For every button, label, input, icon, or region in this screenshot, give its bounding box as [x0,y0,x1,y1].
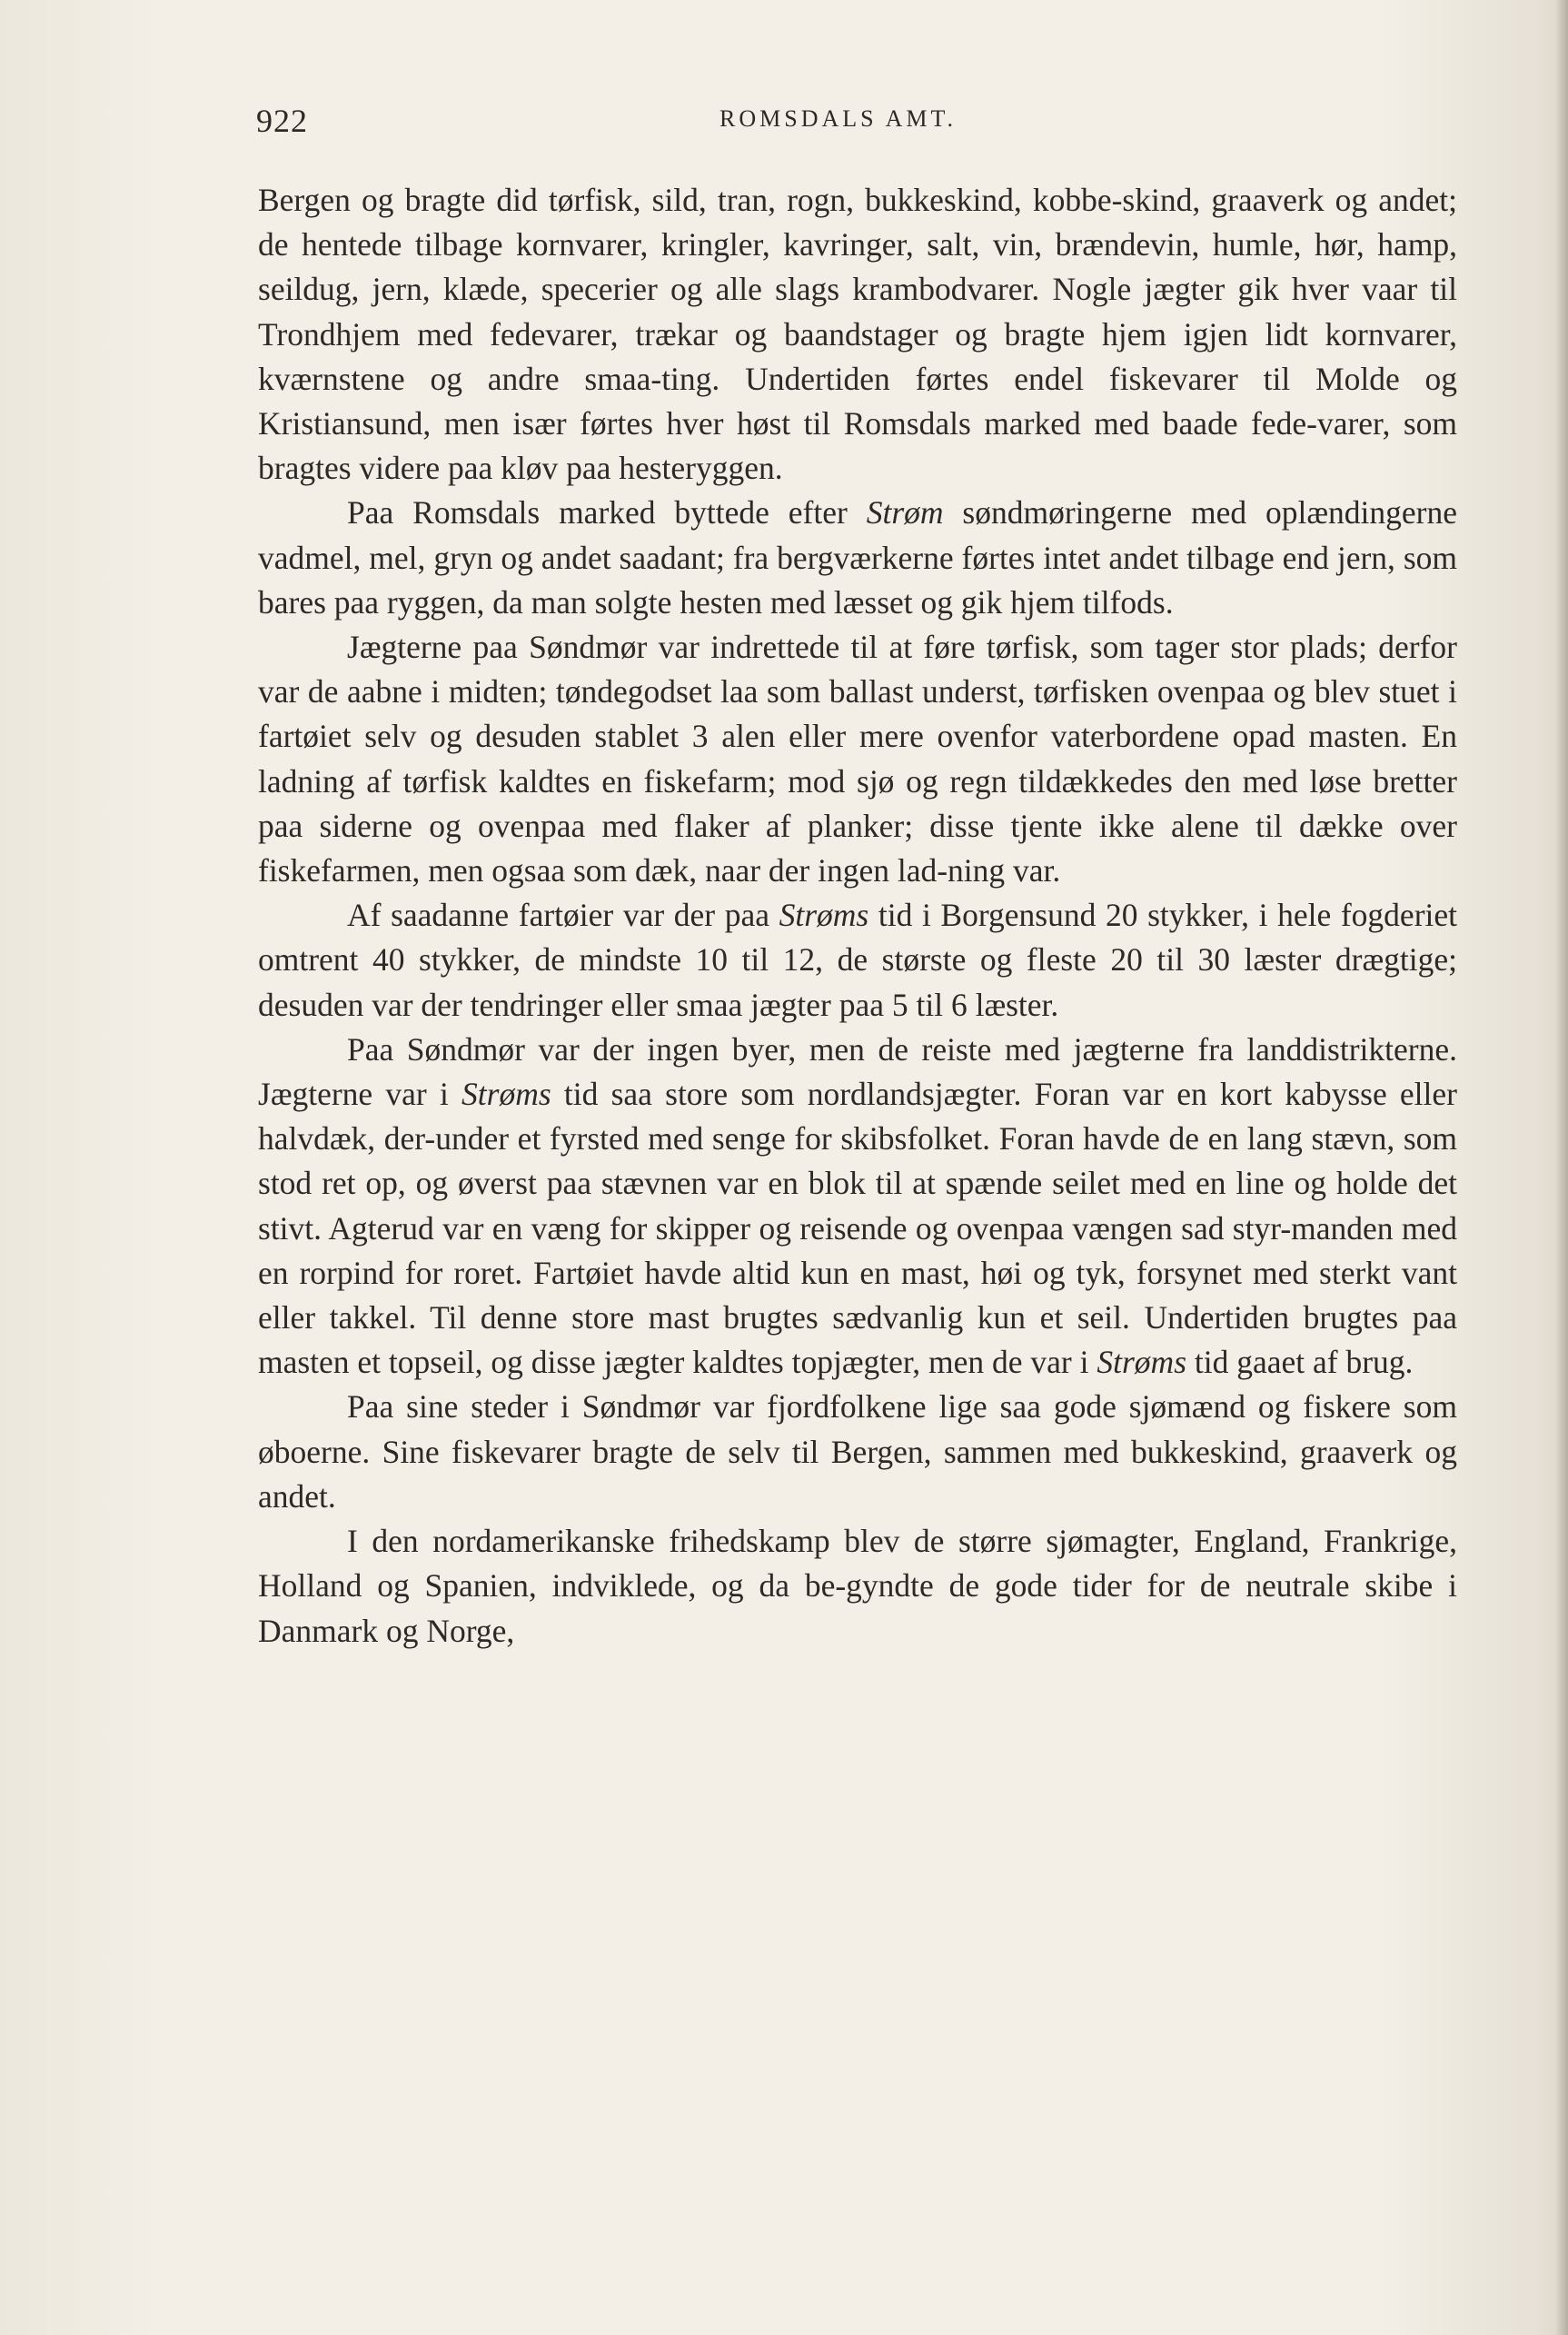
text-run: tid i Borgensund 20 stykker, i hele fogderiet omtrent 40 stykker, de mindste 10 til 12, de største og fleste 20 til 30 læster drægtige; desuden var der tendringer eller smaa jægter paa 5 til 6 læster. [258,897,1457,1023]
text-run: I den nordamerikanske frihedskamp blev de større sjømagter, England, Frankrige, Holland og Spanien, indviklede, og da be-gyndte de gode tider for de neutrale skibe i Danmark og Norge, [258,1523,1457,1649]
paragraph [258,491,1457,625]
text-run: Paa Romsdals marked byttede efter [347,494,867,532]
paragraph [258,1028,1457,1386]
text-run: Paa sine steder i Søndmør var fjordfolkene lige saa gode sjømænd og fiskere som øboerne. Sine fiskevarer bragte de selv til Bergen, sammen med bukkeskind, graaverk og andet. [258,1388,1457,1515]
running-head: ROMSDALS AMT. [719,105,958,132]
paragraph [258,893,1457,1028]
body-text [258,178,1457,1654]
paragraph [258,178,1457,491]
page-edge-shadow [1555,0,1568,2335]
text-run: Paa Søndmør var der ingen byer, men de reiste med jægterne fra landdistrikterne. Jægterne var i [258,1030,1457,1113]
page-number: 922 [256,103,308,139]
italic-name: Strøms [779,897,869,934]
text-run: Jægterne paa Søndmør var indrettede til at føre tørfisk, som tager stor plads; derfor var de aabne i midten; tøndegodset laa som ballast underst, tørfisken ovenpaa og blev stuet i fartøiet selv og desuden stablet 3 alen eller mere ovenfor vaterbordene opad masten. En ladning af tørfisk kaldtes en fiskefarm; mod sjø og regn tildækkedes den med løse bretter paa siderne og ovenpaa med flaker af planker; disse tjente ikke alene til dække over fiskefarmen, men ogsaa som dæk, naar der ingen lad-ning var. [258,629,1457,889]
text-run: tid saa store som nordlandsjægter. Foran var en kort kabysse eller halvdæk, der-under et fyrsted med senge for skibsfolket. Foran havde de en lang stævn, som stod ret op, og øverst paa stævnen var en blok til at spænde seilet med en line og holde det stivt. Agterud var en væng for skipper og reisende og ovenpaa vængen sad styr-manden med en rorpind for roret. Fartøiet havde altid kun en mast, høi og tyk, forsynet med sterkt vant eller takkel. Til denne store mast brugtes sædvanlig kun et seil. Undertiden brugtes paa masten et topseil, og disse jægter kaldtes topjægter, men de var i [258,1076,1457,1381]
italic-name: Strøm [866,494,944,532]
paragraph [258,1385,1457,1519]
page-header [256,102,1455,149]
text-run: søndmøringerne med oplændingerne vadmel, mel, gryn og andet saadant; fra bergværkerne førtes intet andet tilbage end jern, som bares paa ryggen, da man solgte hesten med læsset og gik hjem tilfods. [258,494,1457,621]
paragraph [258,625,1457,893]
paragraph [258,1519,1457,1654]
italic-name: Strøms [1097,1344,1187,1381]
text-run: tid gaaet af brug. [1186,1344,1414,1381]
text-run: Bergen og bragte did tørfisk, sild, tran, rogn, bukkeskind, kobbe-skind, graaverk og andet; de hentede tilbage kornvarer, kringler, kavringer, salt, vin, brændevin, humle, hør, hamp, seildug, jern, klæde, specerier og alle slags krambodvarer. Nogle jægter gik hver vaar til Trondhjem med fedevarer, trækar og baandstager og bragte hjem igjen lidt kornvarer, kværnstene og andre smaa-ting. Undertiden førtes endel fiskevarer til Molde og Kristiansund, men især førtes hver høst til Romsdals marked med baade fede-varer, som bragtes videre paa kløv paa hesteryggen. [258,182,1457,487]
text-run: Af saadanne fartøier var der paa [347,897,779,934]
italic-name: Strøms [461,1076,551,1113]
